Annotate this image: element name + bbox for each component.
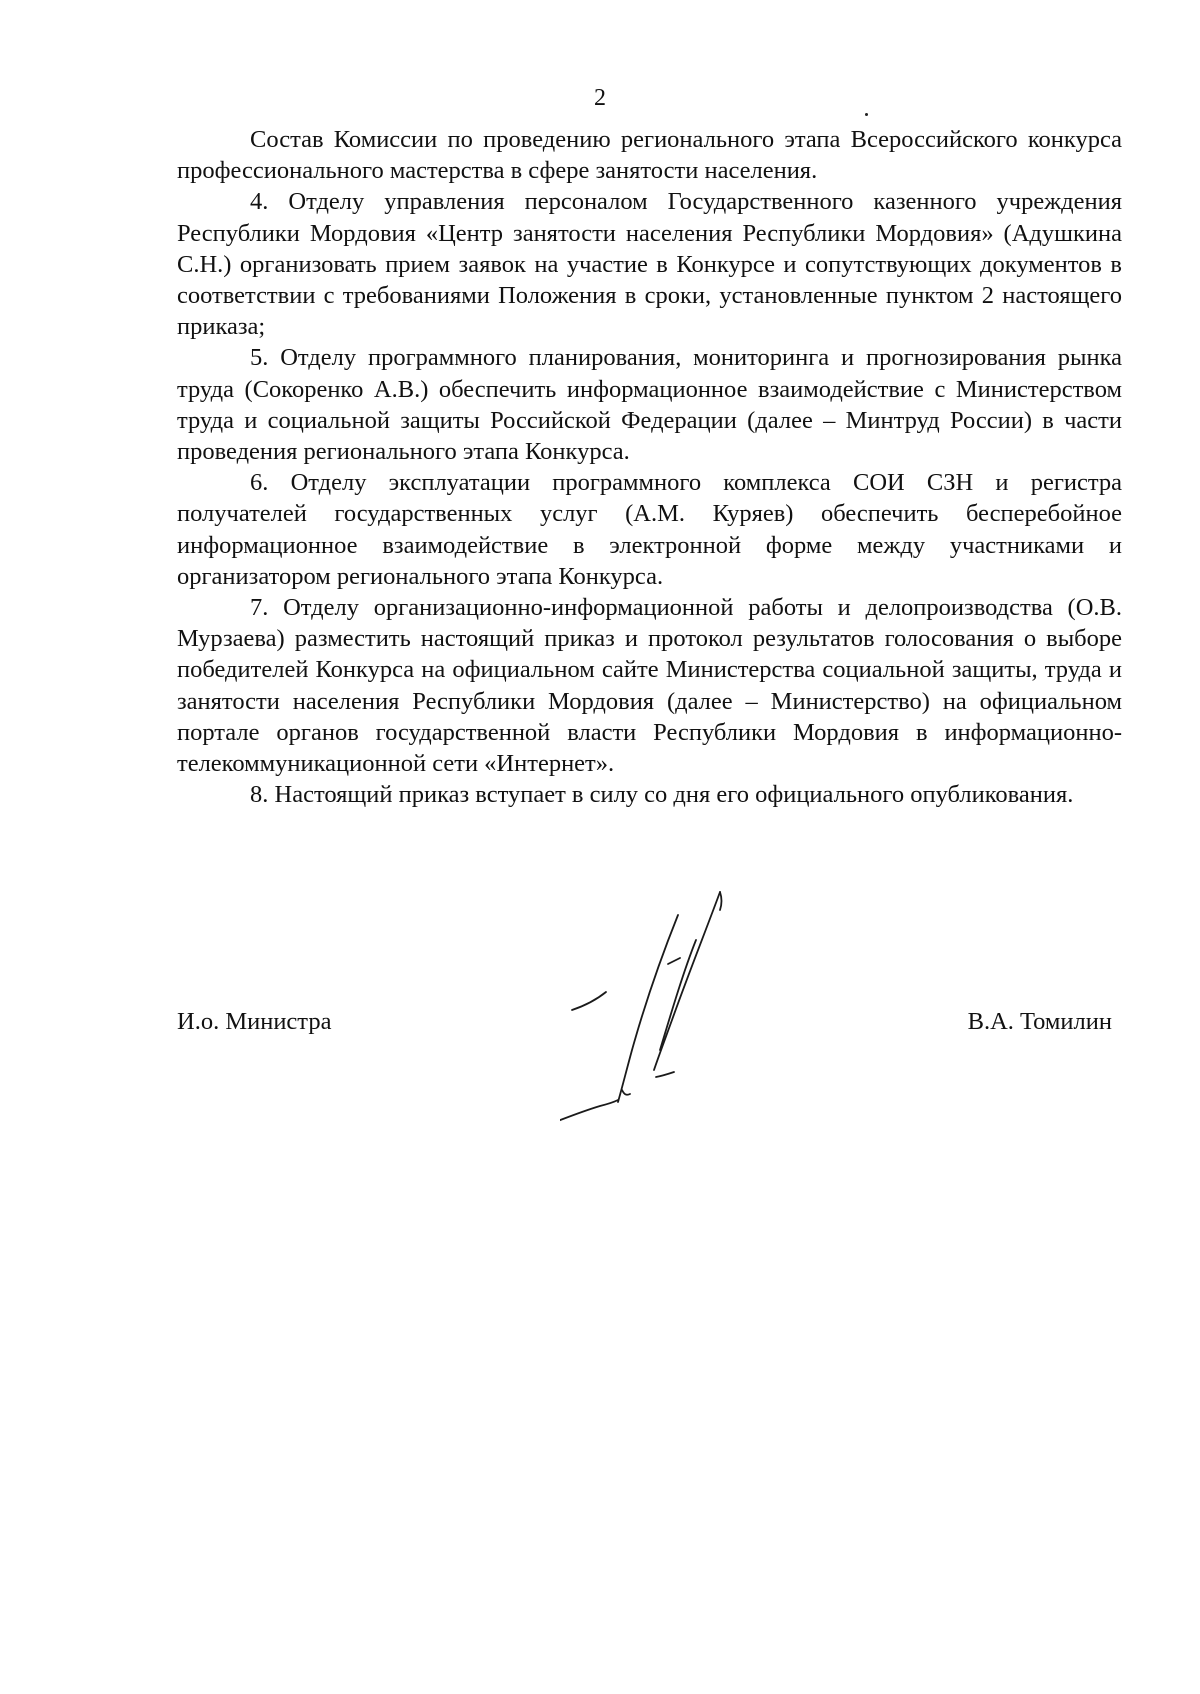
paragraph-item-8: 8. Настоящий приказ вступает в силу со дня его официального опубликования. [250, 781, 1074, 809]
page-number: 2 [594, 85, 606, 111]
signatory-position: И.о. Министра [177, 1008, 332, 1035]
paragraph-item-7: 7. Отделу организационно-информационной работы и делопроизводства (О.В. Мурзаева) разместить настоящий приказ и протокол результатов голосования о выборе победителей Конкурса на официальном сайте Министерства социальной защиты, труда и занятости населения Республики Мордовия (далее – Министерство) на официальном портале органов государственной власти Республики Мордовия в информационно-телекоммуникационной сети «Интернет». [177, 594, 1122, 778]
paragraph-item-4: 4. Отделу управления персоналом Государственного казенного учреждения Республики Мордовия «Центр занятости населения Республики Мордовия» (Адушкина С.Н.) организовать прием заявок на участие в Конкурсе и сопутствующих документов в соответствии с требованиями Положения в сроки, установленные пунктом 2 настоящего приказа; [177, 188, 1122, 341]
handwritten-signature [560, 880, 800, 1130]
paragraph-commission-composition: Состав Комиссии по проведению регионального этапа Всероссийского конкурса профессионального мастерства в сфере занятости населения. [177, 126, 1122, 185]
signatory-name: В.А. Томилин [967, 1008, 1112, 1035]
document-body [177, 124, 1122, 810]
scan-speck [865, 113, 868, 116]
paragraph-item-5: 5. Отделу программного планирования, мониторинга и прогнозирования рынка труда (Сокоренко А.В.) обеспечить информационное взаимодействие с Министерством труда и социальной защиты Российской Федерации (далее – Минтруд России) в части проведения регионального этапа Конкурса. [177, 344, 1122, 466]
paragraph-item-6: 6. Отделу эксплуатации программного комплекса СОИ СЗН и регистра получателей государственных услуг (А.М. Куряев) обеспечить бесперебойное информационное взаимодействие в электронной форме между участниками и организатором регионального этапа Конкурса. [177, 469, 1122, 590]
